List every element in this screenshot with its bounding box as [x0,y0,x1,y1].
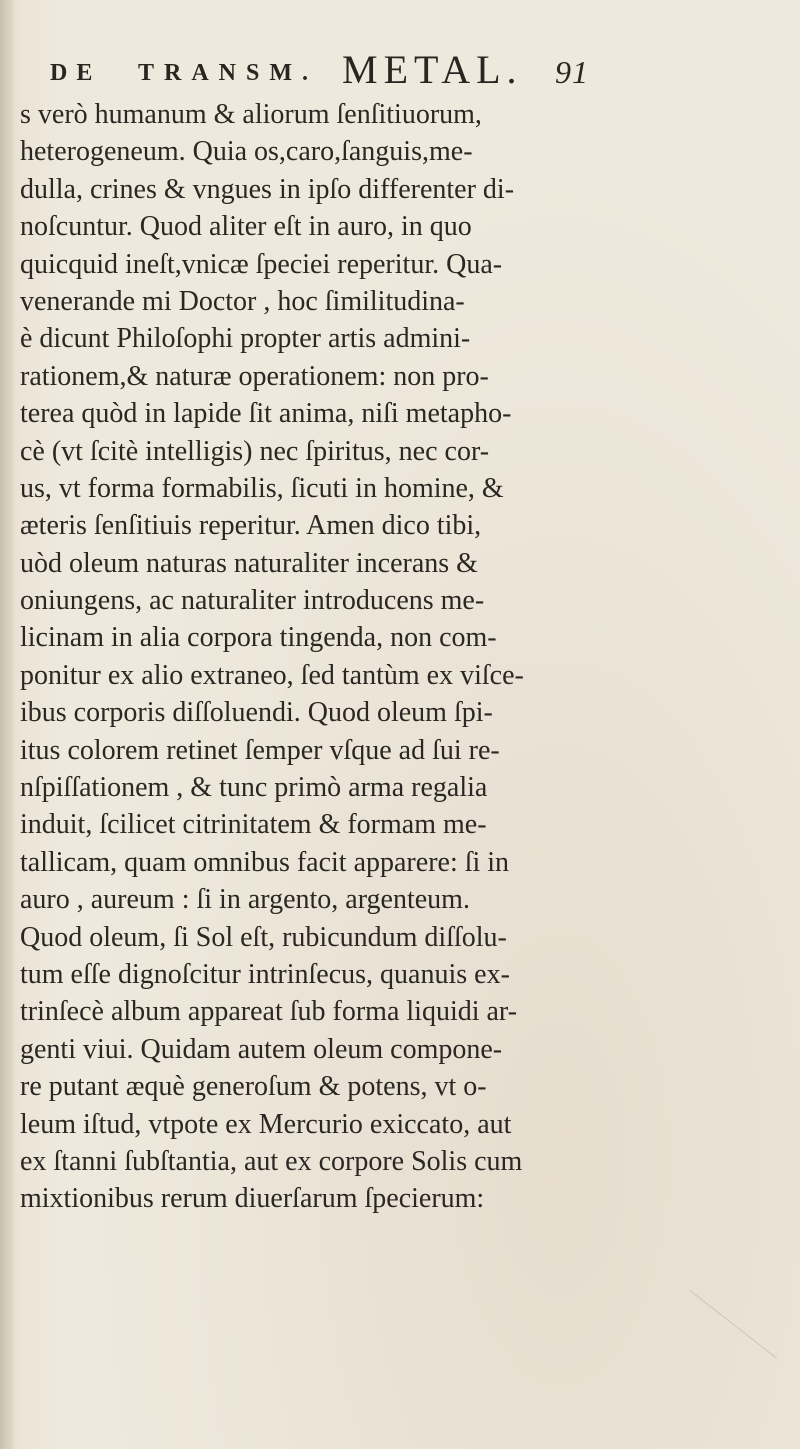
text-line: re putant æquè generoſum & potens, vt o- [20,1071,487,1103]
running-head [50,44,630,94]
text-line: auro , aureum : ſi in argento, argenteum. [20,884,470,916]
text-line: s verò humanum & aliorum ſenſitiuorum, [20,99,482,130]
text-line: heterogeneum. Quia os,caro,ſanguis,me- [20,136,473,168]
text-line: licinam in alia corpora tingenda, non com- [20,622,497,654]
text-line: è dicunt Philoſophi propter artis admini- [20,323,471,355]
running-head-de: DE [50,60,102,86]
text-line: mixtionibus rerum diuerſarum ſpecierum: [20,1183,485,1215]
text-line: uòd oleum naturas naturaliter incerans & [20,547,478,579]
text-line: ibus corporis diſſoluendi. Quod oleum ſpi- [20,697,493,729]
text-line: tallicam, quam omnibus facit apparere: ſi in [20,846,510,878]
text-line: itus colorem retinet ſemper vſque ad ſui re- [20,734,500,766]
text-line: induit, ſcilicet citrinitatem & formam me- [20,809,487,841]
text-line: tum eſſe dignoſcitur intrinſecus, quanuis ex- [20,958,510,990]
text-line: trinſecè album appareat ſub forma liquidi ar- [20,996,518,1028]
text-line: oniungens, ac naturaliter introducens me- [20,585,485,617]
text-line: venerande mi Doctor , hoc ſimilitudina- [20,285,465,317]
text-line: noſcuntur. Quod aliter eſt in auro, in quo [20,211,472,243]
text-line: Quod oleum, ſi Sol eſt, rubicundum diſſolu- [20,921,507,953]
page-number: 91 [555,54,589,90]
text-line: cè (vt ſcitè intelligis) nec ſpiritus, nec cor- [20,435,490,467]
running-head-metal: METAL. [342,47,523,92]
page-gutter [0,0,14,1449]
text-line: æteris ſenſitiuis reperitur. Amen dico tibi, [20,510,482,542]
text-line: dulla, crines & vngues in ipſo differenter di- [20,173,515,205]
body-text [20,96,776,1218]
text-line: leum iſtud, vtpote ex Mercurio exiccato, aut [20,1108,512,1140]
text-line: rationem,& naturæ operationem: non pro- [20,360,489,392]
text-line: genti viui. Quidam autem oleum compone- [20,1033,503,1065]
text-line: nſpiſſationem , & tunc primò arma regalia [20,772,488,804]
text-line: quicquid ineſt,vnicæ ſpeciei reperitur. Qua- [20,248,503,280]
text-line: ex ſtanni ſubſtantia, aut ex corpore Solis cum [20,1145,523,1177]
text-line: terea quòd in lapide ſit anima, niſi metapho- [20,398,512,430]
text-line: us, vt forma formabilis, ſicuti in homine, & [20,472,504,504]
running-head-transm: TRANSM. [138,60,319,86]
paper-crease [690,1290,777,1359]
text-line: ponitur ex alio extraneo, ſed tantùm ex viſce- [20,659,524,691]
